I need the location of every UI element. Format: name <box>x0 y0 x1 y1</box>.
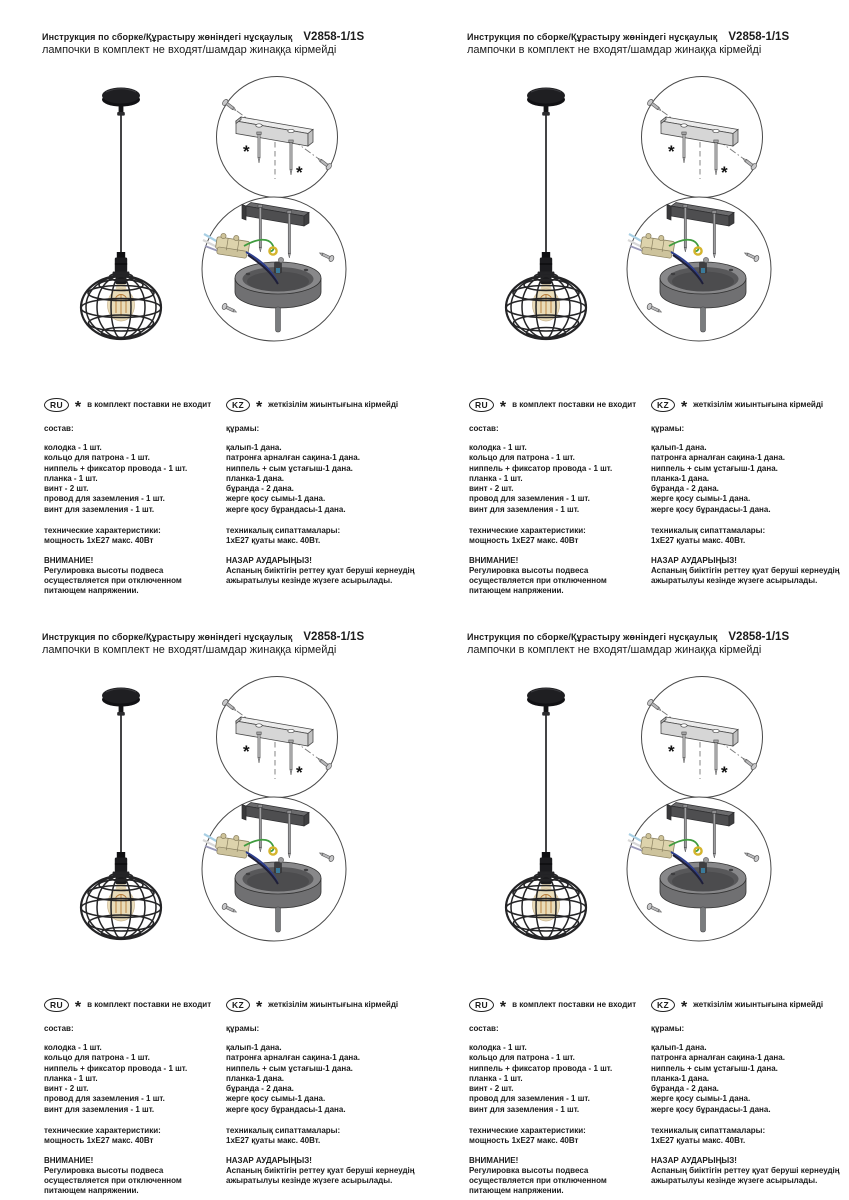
asterisk-mark: * <box>668 742 675 761</box>
not-included-note: жеткізілім жиынтығына кірмейді <box>268 400 399 409</box>
warning-block <box>469 1156 645 1196</box>
tech-specs <box>44 526 220 546</box>
pendant-cord <box>701 907 706 932</box>
warning-block <box>651 1156 849 1186</box>
warning-title: НАЗАР АУДАРЫҢЫЗ! <box>226 556 312 566</box>
parts-list-item: винт для заземления - 1 шт. <box>44 504 155 514</box>
parts-list-item: планка-1 дана. <box>226 473 285 483</box>
tech-specs-title: технические характеристики: <box>469 526 586 536</box>
tech-specs-value: мощность 1хЕ27 макс. 40Вт <box>44 1136 154 1146</box>
asterisk-mark: * <box>255 398 263 416</box>
warning-title: ВНИМАНИЕ! <box>44 1156 94 1166</box>
not-included-note: жеткізілім жиынтығына кірмейді <box>693 400 824 409</box>
mounting-bracket-detail <box>637 675 767 801</box>
pendant-cord <box>276 907 281 932</box>
parts-list-item: жерге қосу бұрандасы-1 дана. <box>651 1104 771 1114</box>
ru-section <box>44 997 220 1196</box>
tech-specs-value: 1хЕ27 қуаты макс. 40Вт. <box>651 1136 746 1146</box>
warning-block <box>651 556 849 586</box>
parts-list-item: винт - 2 шт. <box>469 484 514 494</box>
parts-list-item: бұранда - 2 дана. <box>226 1084 294 1094</box>
parts-list-item: колодка - 1 шт. <box>469 443 527 452</box>
asterisk-mark: * <box>243 742 250 761</box>
pendant-cord <box>276 307 281 332</box>
kz-section <box>651 997 849 1196</box>
parts-list-item: ниппель + фиксатор провода - 1 шт. <box>44 463 188 473</box>
asterisk-mark: * <box>680 398 688 416</box>
sheet-header <box>467 31 849 56</box>
asterisk-mark: * <box>680 998 688 1016</box>
canopy-cup <box>235 262 321 308</box>
parts-list-item: жерге қосу сымы-1 дана. <box>226 1094 326 1104</box>
parts-list-item: колодка - 1 шт. <box>44 443 102 452</box>
parts-list-item: кольцо для патрона - 1 шт. <box>44 1053 150 1063</box>
text-columns <box>44 997 424 1196</box>
tech-specs <box>44 1126 220 1146</box>
parts-list-item: планка-1 дана. <box>226 1073 285 1083</box>
not-included-note: в комплект поставки не входит <box>512 1000 637 1009</box>
asterisk-mark: * <box>721 163 728 182</box>
warning-block <box>469 556 645 596</box>
asterisk-mark: * <box>74 398 82 416</box>
parts-list-item: колодка - 1 шт. <box>469 1043 527 1052</box>
wiring-canopy-detail <box>623 194 775 344</box>
tech-specs-title: техникалық сипаттамалары: <box>651 1126 766 1136</box>
kz-section <box>226 397 424 596</box>
parts-list-item: провод для заземления - 1 шт. <box>44 1094 165 1104</box>
asterisk-mark: * <box>499 398 507 416</box>
parts-list-intro: құрамы: <box>651 1024 685 1033</box>
mounting-bracket-detail <box>212 75 342 201</box>
ceiling-canopy <box>102 88 140 116</box>
parts-list-item: планка - 1 шт. <box>469 473 523 483</box>
wiring-canopy-detail <box>623 794 775 944</box>
instruction-sheet <box>42 31 424 596</box>
warning-text: Аспаның биіктігін реттеу қуат беруші кернеудің ажыратылуы кезінде жүзеге асырылады. <box>651 1166 840 1186</box>
parts-list-intro: құрамы: <box>226 424 260 433</box>
tech-specs <box>226 1126 424 1146</box>
ground-nut <box>278 257 283 262</box>
tech-specs-value: мощность 1хЕ27 макс. 40Вт <box>44 536 154 546</box>
model-number: V2858-1/1S <box>303 31 365 43</box>
ru-section <box>469 997 645 1196</box>
parts-list-item: колодка - 1 шт. <box>44 1043 102 1052</box>
parts-list-intro: состав: <box>44 1024 74 1033</box>
lang-badge-kz: KZ <box>651 998 675 1012</box>
parts-list-item: провод для заземления - 1 шт. <box>469 1094 590 1104</box>
wiring-canopy-detail <box>198 194 350 344</box>
asterisk-mark: * <box>243 142 250 161</box>
parts-list <box>651 443 849 515</box>
warning-text: Регулировка высоты подвеса осуществляется при отключенном питающем напряжении. <box>469 1166 607 1196</box>
parts-list-item: қалып-1 дана. <box>226 1043 282 1052</box>
tech-specs-title: техникалық сипаттамалары: <box>226 526 341 536</box>
asterisk-mark: * <box>255 998 263 1016</box>
text-columns <box>469 997 849 1196</box>
parts-list <box>469 443 645 515</box>
ceiling-canopy <box>527 688 565 716</box>
not-included-note: жеткізілім жиынтығына кірмейді <box>268 1000 399 1009</box>
instruction-sheet <box>467 631 849 1196</box>
not-included-note: в комплект поставки не входит <box>87 1000 212 1009</box>
parts-list-item: провод для заземления - 1 шт. <box>44 494 165 504</box>
tech-specs <box>651 526 849 546</box>
sheet-header <box>42 31 424 56</box>
parts-list-intro: состав: <box>469 1024 499 1033</box>
warning-block <box>44 556 220 596</box>
parts-list-item: жерге қосу бұрандасы-1 дана. <box>651 504 771 514</box>
warning-text: Регулировка высоты подвеса осуществляется при отключенном питающем напряжении. <box>44 1166 182 1196</box>
parts-list-item: ниппель + сым ұстағыш-1 дана. <box>651 463 778 473</box>
parts-list-intro: құрамы: <box>651 424 685 433</box>
lang-badge-kz: KZ <box>226 998 250 1012</box>
asterisk-mark: * <box>721 763 728 782</box>
warning-block <box>226 1156 424 1186</box>
tech-specs <box>651 1126 849 1146</box>
lang-badge-kz: KZ <box>226 398 250 412</box>
warning-block <box>44 1156 220 1196</box>
parts-list-item: ниппель + сым ұстағыш-1 дана. <box>226 463 353 473</box>
pendant-lamp-illustration <box>60 681 185 951</box>
tech-specs <box>469 526 645 546</box>
warning-text: Аспаның биіктігін реттеу қуат беруші кернеудің ажыратылуы кезінде жүзеге асырылады. <box>226 566 415 586</box>
parts-list-item: винт для заземления - 1 шт. <box>469 1104 580 1114</box>
parts-list-item: кольцо для патрона - 1 шт. <box>44 453 150 463</box>
warning-block <box>226 556 424 586</box>
parts-list-item: қалып-1 дана. <box>651 1043 707 1052</box>
canopy-cup <box>235 862 321 908</box>
ceiling-canopy <box>102 688 140 716</box>
asterisk-mark: * <box>296 763 303 782</box>
parts-list-item: винт для заземления - 1 шт. <box>469 504 580 514</box>
not-included-note: жеткізілім жиынтығына кірмейді <box>693 1000 824 1009</box>
parts-list <box>44 1043 220 1115</box>
ground-nut <box>703 257 708 262</box>
warning-title: ВНИМАНИЕ! <box>469 556 519 566</box>
parts-list-item: провод для заземления - 1 шт. <box>469 494 590 504</box>
pendant-lamp-illustration <box>485 681 610 951</box>
warning-title: ВНИМАНИЕ! <box>469 1156 519 1166</box>
pendant-cord <box>701 307 706 332</box>
lang-badge-ru: RU <box>469 998 494 1012</box>
sheet-header <box>42 631 424 656</box>
sheet-title: Инструкция по сборке/Құрастыру жөніндегі нұсқаулық <box>42 632 293 642</box>
not-included-note: в комплект поставки не входит <box>512 400 637 409</box>
parts-list-item: винт - 2 шт. <box>469 1084 514 1094</box>
parts-list-item: жерге қосу бұрандасы-1 дана. <box>226 1104 346 1114</box>
asterisk-mark: * <box>296 163 303 182</box>
parts-list-item: патронға арналған сақина-1 дана. <box>226 453 360 463</box>
parts-list-item: кольцо для патрона - 1 шт. <box>469 1053 575 1063</box>
kz-section <box>226 997 424 1196</box>
parts-list <box>651 1043 849 1115</box>
canopy-cup <box>660 262 746 308</box>
model-number: V2858-1/1S <box>728 31 790 43</box>
warning-text: Регулировка высоты подвеса осуществляется при отключенном питающем напряжении. <box>44 566 182 596</box>
parts-list-item: ниппель + сым ұстағыш-1 дана. <box>226 1063 353 1073</box>
parts-list-item: қалып-1 дана. <box>226 443 282 452</box>
ground-nut <box>278 857 283 862</box>
tech-specs-title: технические характеристики: <box>469 1126 586 1136</box>
parts-list-item: патронға арналған сақина-1 дана. <box>651 1053 785 1063</box>
parts-list-item: планка-1 дана. <box>651 1073 710 1083</box>
warning-text: Аспаның биіктігін реттеу қуат беруші кернеудің ажыратылуы кезінде жүзеге асырылады. <box>651 566 840 586</box>
parts-list <box>226 443 424 515</box>
tech-specs-value: 1хЕ27 қуаты макс. 40Вт. <box>226 536 321 546</box>
parts-list-item: қалып-1 дана. <box>651 443 707 452</box>
parts-list-item: планка - 1 шт. <box>469 1073 523 1083</box>
tech-specs-title: технические характеристики: <box>44 1126 161 1136</box>
tech-specs-value: мощность 1хЕ27 макс. 40Вт <box>469 536 579 546</box>
wiring-canopy-detail <box>198 794 350 944</box>
warning-title: ВНИМАНИЕ! <box>44 556 94 566</box>
parts-list-item: кольцо для патрона - 1 шт. <box>469 453 575 463</box>
pendant-lamp-illustration <box>60 81 185 351</box>
parts-list-intro: құрамы: <box>226 1024 260 1033</box>
sheet-subtitle: лампочки в комплект не входят/шамдар жинаққа кірмейді <box>467 44 762 56</box>
parts-list <box>226 1043 424 1115</box>
tech-specs-title: техникалық сипаттамалары: <box>226 1126 341 1136</box>
parts-list-item: бұранда - 2 дана. <box>651 1084 719 1094</box>
parts-list-item: винт для заземления - 1 шт. <box>44 1104 155 1114</box>
pendant-lamp-illustration <box>485 81 610 351</box>
parts-list <box>469 1043 645 1115</box>
lang-badge-kz: KZ <box>651 398 675 412</box>
tech-specs <box>226 526 424 546</box>
parts-list <box>44 443 220 515</box>
parts-list-item: планка - 1 шт. <box>44 1073 98 1083</box>
sheet-subtitle: лампочки в комплект не входят/шамдар жинаққа кірмейді <box>42 44 337 56</box>
ceiling-canopy <box>527 88 565 116</box>
ground-nut <box>703 857 708 862</box>
mounting-bracket-detail <box>637 75 767 201</box>
warning-title: НАЗАР АУДАРЫҢЫЗ! <box>651 556 737 566</box>
parts-list-item: планка-1 дана. <box>651 473 710 483</box>
lang-badge-ru: RU <box>469 398 494 412</box>
warning-title: НАЗАР АУДАРЫҢЫЗ! <box>226 1156 312 1166</box>
ru-section <box>469 397 645 596</box>
tech-specs-title: техникалық сипаттамалары: <box>651 526 766 536</box>
instruction-sheet <box>42 631 424 1196</box>
tech-specs <box>469 1126 645 1146</box>
parts-list-item: жерге қосу бұрандасы-1 дана. <box>226 504 346 514</box>
ru-section <box>44 397 220 596</box>
mounting-bracket-detail <box>212 675 342 801</box>
parts-list-item: патронға арналған сақина-1 дана. <box>651 453 785 463</box>
lang-badge-ru: RU <box>44 398 69 412</box>
parts-list-intro: состав: <box>469 424 499 433</box>
parts-list-item: винт - 2 шт. <box>44 484 89 494</box>
parts-list-item: ниппель + фиксатор провода - 1 шт. <box>44 1063 188 1073</box>
parts-list-item: планка - 1 шт. <box>44 473 98 483</box>
tech-specs-value: мощность 1хЕ27 макс. 40Вт <box>469 1136 579 1146</box>
tech-specs-value: 1хЕ27 қуаты макс. 40Вт. <box>651 536 746 546</box>
tech-specs-value: 1хЕ27 қуаты макс. 40Вт. <box>226 1136 321 1146</box>
model-number: V2858-1/1S <box>728 631 790 643</box>
parts-list-intro: состав: <box>44 424 74 433</box>
warning-title: НАЗАР АУДАРЫҢЫЗ! <box>651 1156 737 1166</box>
parts-list-item: бұранда - 2 дана. <box>651 484 719 494</box>
parts-list-item: ниппель + сым ұстағыш-1 дана. <box>651 1063 778 1073</box>
not-included-note: в комплект поставки не входит <box>87 400 212 409</box>
text-columns <box>469 397 849 596</box>
sheet-title: Инструкция по сборке/Құрастыру жөніндегі нұсқаулық <box>42 32 293 42</box>
canopy-cup <box>660 862 746 908</box>
instruction-sheet <box>467 31 849 596</box>
asterisk-mark: * <box>499 998 507 1016</box>
parts-list-item: винт - 2 шт. <box>44 1084 89 1094</box>
parts-list-item: ниппель + фиксатор провода - 1 шт. <box>469 1063 613 1073</box>
sheet-subtitle: лампочки в комплект не входят/шамдар жинаққа кірмейді <box>467 644 762 656</box>
tech-specs-title: технические характеристики: <box>44 526 161 536</box>
warning-text: Регулировка высоты подвеса осуществляется при отключенном питающем напряжении. <box>469 566 607 596</box>
parts-list-item: жерге қосу сымы-1 дана. <box>651 494 751 504</box>
lang-badge-ru: RU <box>44 998 69 1012</box>
asterisk-mark: * <box>668 142 675 161</box>
parts-list-item: ниппель + фиксатор провода - 1 шт. <box>469 463 613 473</box>
parts-list-item: жерге қосу сымы-1 дана. <box>651 1094 751 1104</box>
parts-list-item: бұранда - 2 дана. <box>226 484 294 494</box>
parts-list-item: жерге қосу сымы-1 дана. <box>226 494 326 504</box>
text-columns <box>44 397 424 596</box>
parts-list-item: патронға арналған сақина-1 дана. <box>226 1053 360 1063</box>
sheet-header <box>467 631 849 656</box>
kz-section <box>651 397 849 596</box>
sheet-title: Инструкция по сборке/Құрастыру жөніндегі нұсқаулық <box>467 32 718 42</box>
sheet-subtitle: лампочки в комплект не входят/шамдар жинаққа кірмейді <box>42 644 337 656</box>
asterisk-mark: * <box>74 998 82 1016</box>
warning-text: Аспаның биіктігін реттеу қуат беруші кернеудің ажыратылуы кезінде жүзеге асырылады. <box>226 1166 415 1186</box>
sheet-title: Инструкция по сборке/Құрастыру жөніндегі нұсқаулық <box>467 632 718 642</box>
model-number: V2858-1/1S <box>303 631 365 643</box>
